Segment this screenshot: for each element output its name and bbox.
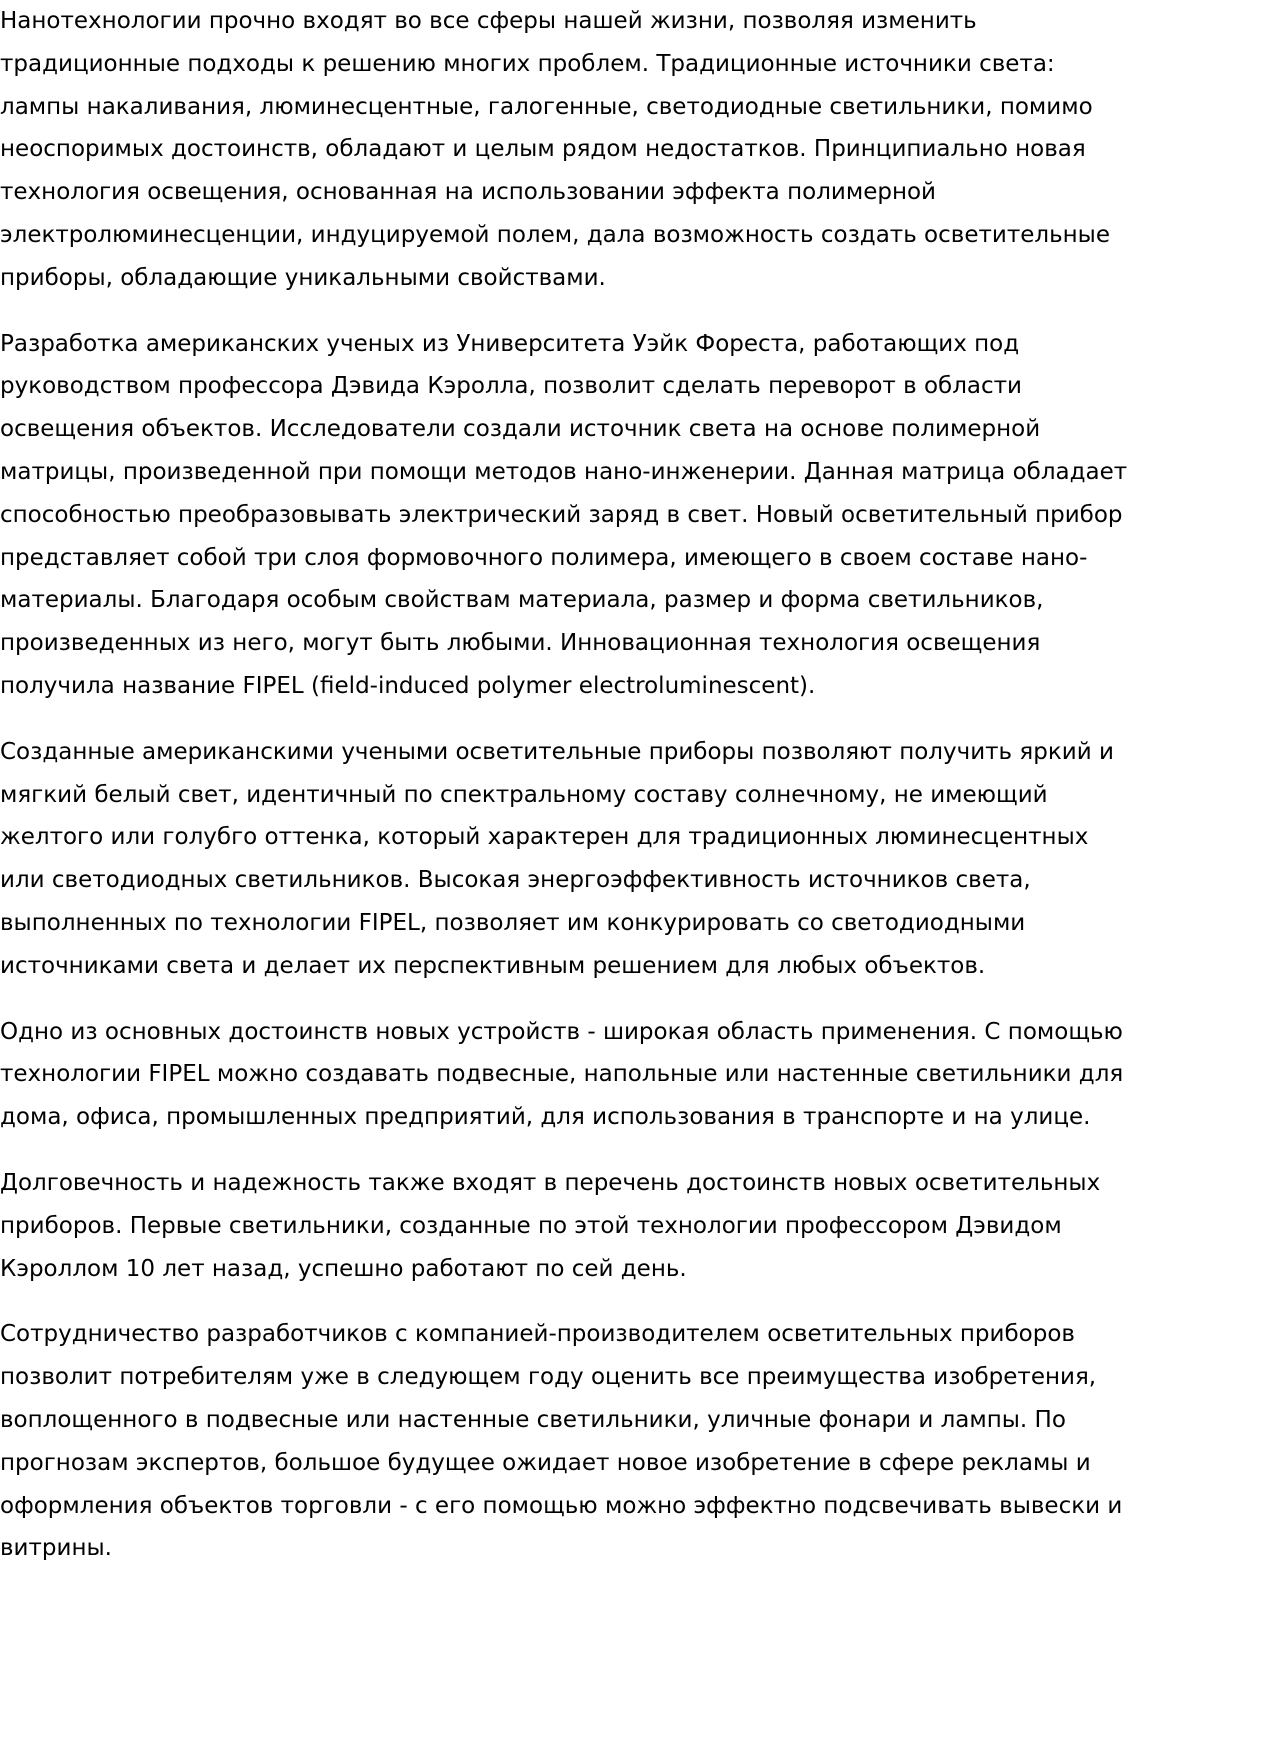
paragraph-applications: Одно из основных достоинств новых устройств - широкая область применения. С помощью технологии FIPEL можно создавать подвесные, напольные или настенные светильники для дома, офиса, промышленных предприятий, для использования в транспорте и на улице. — [0, 1018, 1124, 1131]
paragraph-durability: Долговечность и надежность также входят в перечень достоинств новых осветительных приборов. Первые светильники, созданные по этой технологии профессором Дэвидом Кэроллом 10 лет назад, успешно работают по сей день. — [0, 1169, 1101, 1282]
paragraph-intro: Нанотехнологии прочно входят во все сферы нашей жизни, позволяя изменить традиционные подходы к решению многих проблем. Традиционные источники света: лампы накаливания, люминесцентные, галогенные, светодиодные светильники, помимо неоспоримых достоинств, обладают и целым рядом недостатков. Принципиально новая технология освещения, основанная на использовании эффекта полимерной электролюминесценции, индуцируемой полем, дала возможность создать осветительные приборы, обладающие уникальными свойствами. — [0, 8, 1110, 291]
paragraph-light-quality: Созданные американскими учеными осветительные приборы позволяют получить яркий и мягкий белый свет, идентичный по спектральному составу солнечному, не имеющий желтого или голубго оттенка, который характерен для традиционных люминесцентных или светодиодных светильников. Высокая энергоэффективность источников света, выполненных по технологии FIPEL, позволяет им конкурировать со светодиодными источниками света и делает их перспективным решением для любых объектов. — [0, 738, 1114, 979]
paragraph-cooperation: Сотрудничество разработчиков с компанией-производителем осветительных приборов позволит потребителям уже в следующем году оценить все преимущества изобретения, воплощенного в подвесные или настенные светильники, уличные фонари и лампы. По прогнозам экспертов, большое будущее ожидает новое изобретение в сфере рекламы и оформления объектов торговли - с его помощью можно эффектно подсвечивать вывески и витрины. — [0, 1321, 1123, 1562]
paragraph-development: Разработка американских ученых из Университета Уэйк Фореста, работающих под руководством профессора Дэвида Кэролла, позволит сделать переворот в области освещения объектов. Исследователи создали источник света на основе полимерной матрицы, произведенной при помощи методов нано-инженерии. Данная матрица обладает способностью преобразовывать электрический заряд в свет. Новый осветительный прибор представляет собой три слоя формовочного полимера, имеющего в своем составе нано-материалы. Благодаря особым свойствам материала, размер и форма светильников, произведенных из него, могут быть любыми. Инновационная технология освещения получила название FIPEL (field-induced polymer electroluminescent). — [0, 330, 1128, 699]
